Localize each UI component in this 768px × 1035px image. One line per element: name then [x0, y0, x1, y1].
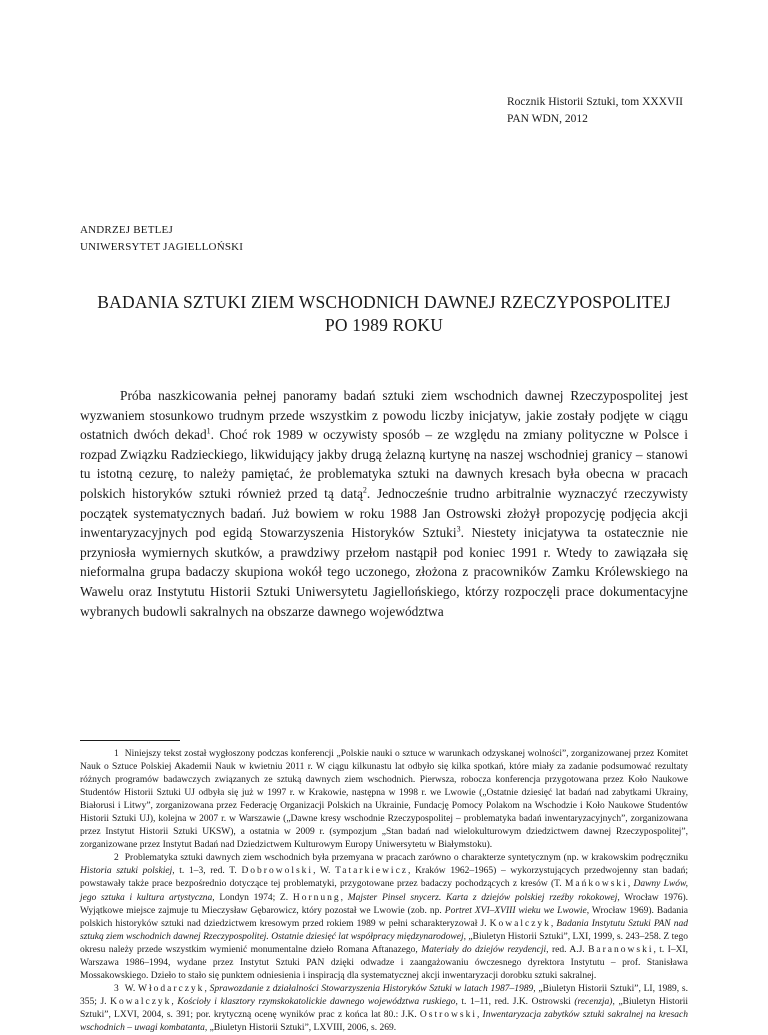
footnote-text: , red. A.J. [546, 944, 589, 955]
author-surname: Mańkowski [564, 879, 628, 890]
footnote-text: , [476, 1009, 483, 1020]
citation-title: Majster Pinsel snycerz. Karta z dziejów polskiej rzeźby rokokowej [347, 892, 618, 903]
footnote-text: , t. I–XI, Warszawa 1986–1994, wydane przez Instytut Sztuki PAN dzięki odwadze i zaangażowaniu ówczesnego dyrektora Instytutu – prof. Stanisława Mossakowskiego. Dzieło to stało się punktem odniesienia i inspiracją dla systematycznej akcji inwentaryzacji dorobku sztuki sakralnej. [80, 944, 688, 981]
citation-title: Materiały do dziejów rezydencji [421, 944, 547, 955]
article-title-line2: PO 1989 ROKU [324, 315, 444, 335]
footnote-ref-1[interactable]: 1 [206, 426, 211, 436]
footnote-text: Problematyka sztuki dawnych ziem wschodnich była przemyana w pracach zarówno o charakterze syntetycznym (np. w krakowskim podręczniku [124, 853, 688, 864]
citation-title: Sprawozdanie z działalności Stowarzyszenia Historyków Sztuki w latach 1987–1989 [209, 983, 534, 994]
author-surname: Kowalczyk [489, 918, 551, 929]
footnote-text: , t. 1–11, red. J.K. Ostrowski [455, 996, 575, 1007]
footnote-text: Niniejszy tekst został wygłoszony podczas konferencji „Polskie nauki o sztuce w warunkach odzyskanej wolności”, zorganizowanej przez Komitet Nauk o Sztuce Polskiej Akademii Nauk w kwietniu 2011 r. W ciągu kilkunastu lat odbyło się kilka spotkań, które miały za zadanie podsumować rezultaty różnych programów badawczych związanych ze sztuką dawnych ziem wschodnich. Pierwsza, robocza konferencja przygotowana przez Koło Naukowe Studentów Historii Sztuki UJ odbyła się już w 1997 r. w Krakowie, następna w 1998 r. we Lwowie („Ostatnie dziesięć lat badań nad zabytkami Ukrainy, Białorusi i Litwy”, zorganizowana przez Federację Organizacji Polskich na Ukrainie, Fundację Pomocy Polakom na Wschodzie i Koło Naukowe Studentów Historii Sztuki UJ), kolejna w 2007 r. w Warszawie („Dawne kresy wschodnie Rzeczypospolitej – problematyka badań inwentaryzacyjnych”, zorganizowana przez Instytut Historii Sztuki UKSW), a ostatnia w 2009 r. (sympozjum „Stan badań nad wielokulturowym dziedzictwem dawnej Rzeczypospolitej”, zorganizowane przez Instytut Badań nad Dziedzictwem Kulturowym Europy Uniwersytetu w Białymstoku). [80, 749, 688, 851]
citation-title: Historia sztuki polskiej [80, 866, 173, 877]
body-text-3: . Jednocześnie trudno arbitralnie wyznaczyć rzeczywisty początek systematycznych badań. Już bowiem w roku 1988 Jan Ostrowski złożył propozycję podjęcia akcji inwentaryzacyjnych pod egidą Stowarzyszenia Historyków Sztuki [80, 485, 688, 541]
footnote-text: , W. [313, 866, 336, 877]
footnote-ref-2[interactable]: 2 [362, 485, 367, 495]
footnote-ref-3[interactable]: 3 [456, 524, 461, 534]
footnote-text: , „Biuletyn Historii Sztuki”, LXVIII, 2006, s. 269. [204, 1022, 397, 1033]
author-surname: Ostrowski [419, 1009, 477, 1020]
journal-publisher: PAN WDN, 2012 [507, 113, 588, 125]
footnote-3 [80, 983, 688, 1035]
footnote-2 [80, 852, 688, 982]
author-surname: Hornung [292, 892, 341, 903]
author-block [80, 222, 243, 256]
citation-title: Portret XVI–XVIII wieku we Lwowie [444, 905, 587, 916]
author-surname: Kowalczyk [110, 996, 172, 1007]
footnote-text: , [627, 879, 634, 890]
footnote-text: , Londyn 1974; Z. [212, 892, 293, 903]
body-paragraph [80, 386, 688, 621]
footnote-divider [80, 740, 180, 741]
footnote-text: , Wrocław 1976). Wyjątkowe miejsce zajmuje tu Mieczysław Gębarowicz, który pozostał we Lwowie (zob. np. [80, 892, 688, 916]
citation-title: Inwentaryzacja zabytków sztuki sakralnej na kresach wschodnich – uwagi kombatanta [80, 1009, 689, 1033]
footnote-number: 2 [114, 853, 119, 864]
footnote-text: , „Biuletyn Historii Sztuki”, LI, 1989, s. 355; J. [80, 983, 688, 1007]
footnote-text: , „Biuletyn Historii Sztuki”, LXI, 1999, s. 243–258. Z tego okresu należy przede wszystkim wymienić monumentalne dzieło Romana Aftanazego, [80, 931, 688, 955]
body-text-2: . Choć rok 1989 w oczywisty sposób – ze względu na zmiany polityczne w Polsce i rozpad Związku Radzieckiego, likwidujący jakby drugą żelazną kurtynę na naszej wschodniej granicy – stanowi tu istotną cezurę, to należy pamiętać, że problematyka sztuki na dawnych kresach była obecna w pracach polskich historyków sztuki również przed tą datą [80, 427, 689, 501]
body-text-1: Próba naszkicowania pełnej panoramy badań sztuki ziem wschodnich dawnej Rzeczypospolitej jest wyzwaniem stosunkowo trudnym przede wszystkim z powodu liczby inicjatyw, jakie zostały podjęte w ciągu ostatnich dwóch dekad [80, 388, 688, 443]
author-surname: Baranowski [588, 944, 654, 955]
author-affiliation: UNIWERSYTET JAGIELLOŃSKI [80, 241, 244, 253]
author-surname: Włodarczyk [138, 983, 205, 994]
article-title [80, 291, 688, 337]
author-surname: Tatarkiewicz [335, 866, 409, 877]
footnote-text: W. [124, 983, 139, 994]
footnote-text: , „Biuletyn Historii Sztuki”, LXVI, 2004, s. 391; por. krytyczną ocenę wyników prac z końca lat 80.: J.K. [80, 996, 689, 1020]
journal-title: Rocznik Historii Sztuki, tom XXXVII [507, 96, 683, 108]
body-text-4: . Niestety inicjatywa ta ostatecznie nie przyniosła wymiernych skutków, a prawdziwy przełom nastąpił pod koniec 1991 r. Wtedy to zawiązała się nieformalna grupa badaczy skupiona wokół tego uczonego, złożona z pracowników Zamku Królewskiego na Wawelu oraz Instytutu Historii Sztuki Uniwersytetu Jagiellońskiego, którzy rozpoczęli prace dokumentacyjne wybranych budowli sakralnych na obszarze dawnego województwa [80, 525, 688, 619]
citation-title: Kościoły i klasztory rzymskokatolickie dawnego województwa ruskiego [177, 996, 456, 1007]
footnote-text: , [550, 918, 557, 929]
footnotes [80, 748, 688, 1035]
footnote-text: , Kraków 1962–1965) – wykorzystujących przedwojenny stan badań; powstawały także prace bezpośrednio dotyczące tej problematyki, przygotowane przez badaczy pochodzących z kresów (T. [80, 866, 688, 890]
footnote-text: , [171, 996, 178, 1007]
footnote-number: 1 [114, 749, 119, 759]
journal-header [507, 94, 683, 128]
citation-title: Badania Instytutu Sztuki PAN nad sztuką ziem wschodnich dawnej Rzeczypospolitej. Ostatnie dziesięć lat współpracy międzynarodowej [80, 918, 689, 942]
footnote-text: , Wrocław 1969). Badania polskich historyków sztuki nad dziedzictwem kresowym przed rokiem 1989 w pełni scharakteryzował J. [80, 905, 688, 929]
author-surname: Dobrowolski [241, 866, 314, 877]
footnote-number: 3 [114, 983, 119, 994]
footnote-1 [80, 748, 688, 852]
footnote-text: , [204, 983, 210, 994]
author-name: ANDRZEJ BETLEJ [80, 224, 173, 236]
footnote-text: , [340, 892, 348, 903]
citation-title: Dawny Lwów, jego sztuka i kultura artystyczna [80, 879, 689, 903]
footnote-text: , t. 1–3, red. T. [172, 866, 242, 877]
citation-title: (recenzja) [574, 996, 613, 1007]
article-title-line1: BADANIA SZTUKI ZIEM WSCHODNICH DAWNEJ RZECZYPOSPOLITEJ [97, 292, 671, 312]
